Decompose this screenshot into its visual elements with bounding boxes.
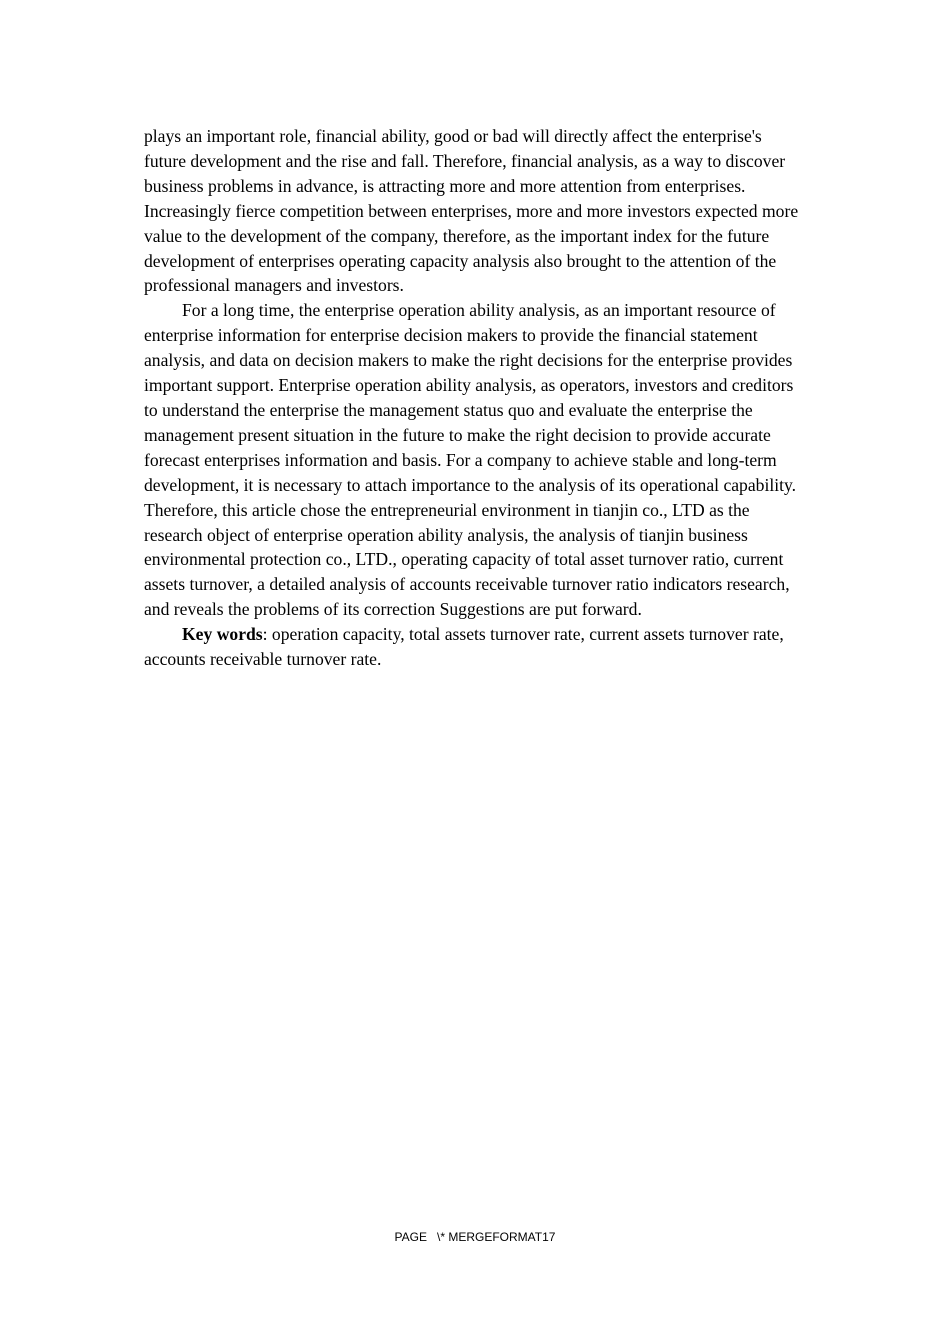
keywords-label: Key words [182, 624, 263, 645]
paragraph-continuation: plays an important role, financial ability, good or bad will directly affect the enterprise's future development and the rise and fall. Therefore, financial analysis, as a way to discover business problems in advance, is attracting more and more attention from enterprises. Increasingly fierce competition between enterprises, more and more investors expected more value to the development of the company, therefore, as the important index for the future development of enterprises operating capacity analysis also brought to the attention of the professional managers and investors. [144, 126, 799, 296]
page-footer: PAGE \* MERGEFORMAT17 [394, 1230, 556, 1244]
keywords-text: : operation capacity, total assets turnover rate, current assets turnover rate, accounts receivable turnover rate. [144, 624, 784, 670]
keywords-paragraph [144, 622, 808, 672]
paragraph-operation-ability: For a long time, the enterprise operation ability analysis, as an important resource of enterprise information for enterprise decision makers to provide the financial statement analysis, and data on decision makers to make the right decisions for the enterprise provides important support. Enterprise operation ability analysis, as operators, investors and creditors to understand the enterprise the management status quo and evaluate the enterprise the management present situation in the future to make the right decision to provide accurate forecast enterprises information and basis. For a company to achieve stable and long-term development, it is necessary to attach importance to the analysis of its operational capability. Therefore, this article chose the entrepreneurial environment in tianjin co., LTD as the research object of enterprise operation ability analysis, the analysis of tianjin business environmental protection co., LTD., operating capacity of total asset turnover ratio, current assets turnover, a detailed analysis of accounts receivable turnover ratio indicators research, and reveals the problems of its correction Suggestions are put forward. [144, 300, 797, 620]
document-body [144, 124, 808, 672]
